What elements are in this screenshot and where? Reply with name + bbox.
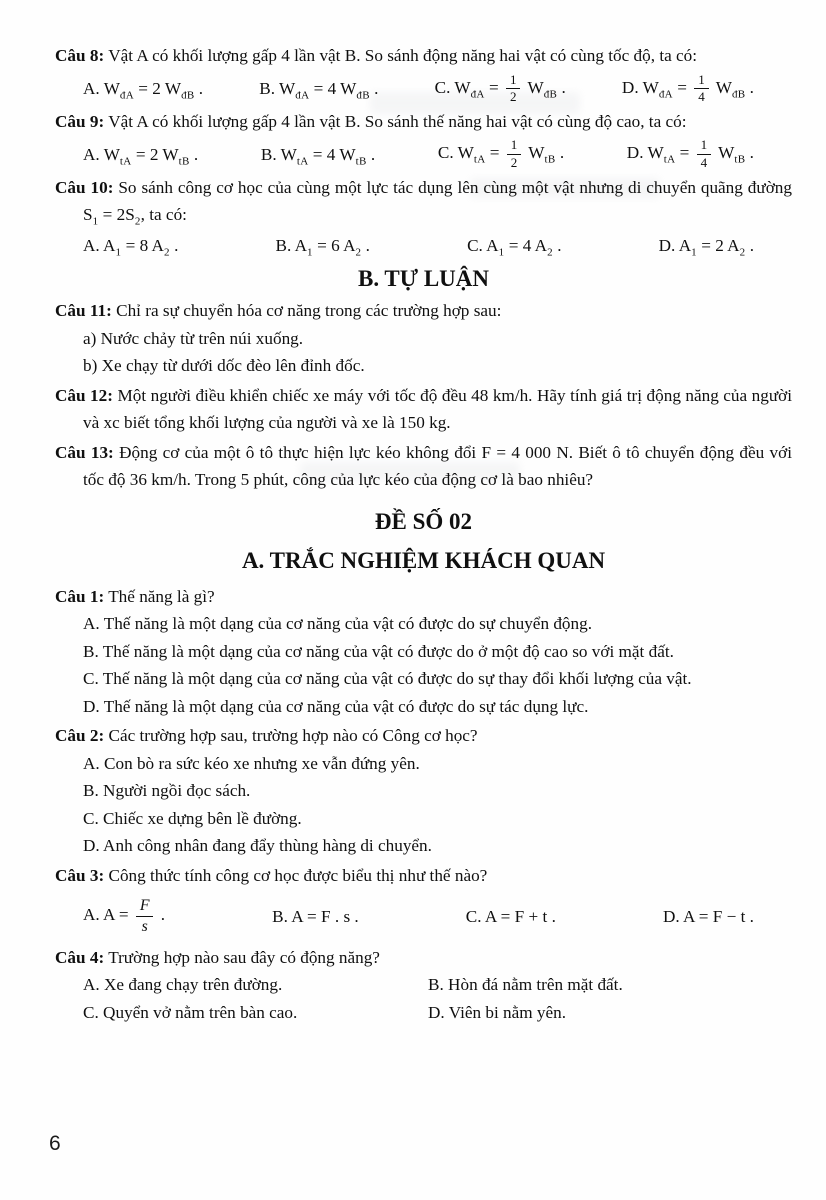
question-11-item-b: b) Xe chạy từ dưới dốc đèo lên đỉnh đốc.	[83, 356, 365, 376]
question-8-option-a: A. $W_{đA} = 2$ $W_{đB}$ .	[83, 78, 204, 102]
question-3-option-c: C. A = F + t .	[465, 906, 556, 926]
section-heading-tu-luan: B. TỰ LUẬN	[358, 266, 489, 292]
question-1	[55, 583, 792, 611]
question-13-text: Động cơ của một ô tô thực hiện lực kéo không đổi F = 4 000 N. Biết ô tô chuyển động đều với tốc độ 36 km/h. Trong 5 phút, công của lực kéo của động cơ là bao nhiêu?	[83, 442, 793, 490]
question-10-options	[83, 232, 754, 260]
question-3	[55, 862, 792, 890]
question-2-option-b: B. Người ngồi đọc sách.	[83, 781, 251, 801]
question-10-text: So sánh công cơ học của cùng một lực tác dụng lên cùng một vật nhưng di chuyển quãng đường $S_1 = 2S_2$, ta có:	[83, 177, 792, 228]
question-9-label: Câu 9:	[55, 111, 105, 131]
question-9-text: Vật A có khối lượng gấp 4 lần vật B. So sánh thế năng hai vật có cùng độ cao, ta có:	[108, 111, 687, 131]
question-12-label: Câu 12:	[55, 385, 113, 405]
question-1-option-b: B. Thế năng là một dạng của cơ năng của vật có được do ở một độ cao so với mặt đất.	[83, 641, 674, 661]
question-8	[55, 42, 792, 70]
question-2-option-a: A. Con bò ra sức kéo xe nhưng xe vẫn đứng yên.	[83, 753, 420, 773]
question-1-option-a: A. Thế năng là một dạng của cơ năng của vật có được do sự chuyển động.	[83, 614, 593, 634]
question-11-label: Câu 11:	[55, 301, 112, 321]
document-content	[55, 40, 792, 1026]
question-8-text: Vật A có khối lượng gấp 4 lần vật B. So sánh động năng hai vật có cùng tốc độ, ta có:	[108, 46, 698, 65]
question-13	[55, 439, 792, 494]
question-8-label: Câu 8:	[55, 46, 105, 65]
page-number: 6	[49, 1132, 61, 1155]
question-4-option-b: B. Hòn đá nằm trên mặt đất.	[428, 975, 623, 994]
question-1-label: Câu 1:	[55, 586, 105, 606]
question-10-option-c: C. $A_1 = 4$ $A_2$ .	[467, 235, 562, 258]
question-10-option-d: D. $A_1 = 2$ $A_2$ .	[658, 235, 754, 258]
question-9-option-c: C. $W_{tA}$ = $\frac{1}{2}$ $W_{tB}$ .	[437, 137, 565, 170]
question-2-label: Câu 2:	[55, 726, 105, 746]
question-10-option-b: B. $A_1 = 6$ $A_2$ .	[275, 235, 370, 258]
question-1-text: Thế năng là gì?	[108, 586, 215, 606]
question-4	[55, 944, 792, 972]
question-9-options	[83, 138, 754, 170]
question-1-option-d: D. Thế năng là một dạng của cơ năng của vật có được do sự tác dụng lực.	[83, 696, 589, 716]
question-4-option-d: D. Viên bi nằm yên.	[428, 1002, 567, 1022]
question-4-option-c: C. Quyển vở nằm trên bàn cao.	[83, 1002, 298, 1022]
question-8-option-d: D. $W_{đA}$ = $\frac{1}{4}$ $W_{đB}$ .	[621, 71, 754, 105]
question-11-item-a: a) Nước chảy từ trên núi xuống.	[83, 328, 304, 348]
question-3-option-a: A. A = $\frac{F}{s}$ .	[83, 897, 166, 935]
question-3-text: Công thức tính công cơ học được biểu thị như thế nào?	[108, 865, 488, 885]
question-13-label: Câu 13:	[55, 442, 114, 462]
question-12	[55, 382, 792, 437]
question-8-option-b: B. $W_{đA} = 4$ $W_{đB}$ .	[259, 78, 379, 102]
question-8-options	[83, 73, 754, 105]
question-9-option-a: A. $W_{tA} = 2$ $W_{tB}$ .	[83, 144, 199, 168]
question-4-options	[83, 971, 792, 1026]
question-8-option-c: C. $W_{đA}$ = $\frac{1}{2}$ $W_{đB}$ .	[434, 71, 566, 105]
question-3-options	[83, 897, 754, 935]
question-3-option-b: B. A = F . s .	[272, 906, 359, 926]
question-10-label: Câu 10:	[55, 177, 114, 197]
question-11	[55, 297, 792, 325]
question-12-text: Một người điều khiển chiếc xe máy với tốc độ đều 48 km/h. Hãy tính giá trị động năng của người và xc biết tổng khối lượng của người và xe là 150 kg.	[83, 385, 792, 433]
question-4-text: Trường hợp nào sau đây có động năng?	[108, 947, 380, 967]
question-10-option-a: A. $A_1 = 8$ $A_2$ .	[83, 235, 179, 258]
question-1-option-c: C. Thế năng là một dạng của cơ năng của vật có được do sự thay đổi khối lượng của vật.	[83, 669, 692, 689]
question-3-label: Câu 3:	[55, 865, 105, 885]
question-9-option-b: B. $W_{tA} = 4$ $W_{tB}$ .	[260, 144, 376, 168]
question-2	[55, 722, 792, 750]
question-9	[55, 108, 792, 136]
question-2-text: Các trường hợp sau, trường hợp nào có Công cơ học?	[108, 726, 478, 746]
question-11-text: Chỉ ra sự chuyển hóa cơ năng trong các trường hợp sau:	[116, 301, 502, 321]
question-9-option-d: D. $W_{tA}$ = $\frac{1}{4}$ $W_{tB}$ .	[626, 137, 754, 170]
exam-title-de-so-02: ĐỀ SỐ 02	[374, 508, 473, 534]
question-2-option-c: C. Chiếc xe dựng bên lề đường.	[83, 808, 302, 828]
question-4-label: Câu 4:	[55, 947, 105, 967]
section-heading-trac-nghiem: A. TRẮC NGHIỆM KHÁCH QUAN	[241, 547, 606, 573]
question-2-option-d: D. Anh công nhân đang đẩy thùng hàng di chuyển.	[83, 836, 432, 856]
question-3-option-d: D. A = F − t .	[662, 906, 754, 926]
question-4-option-a: A. Xe đang chạy trên đường.	[83, 975, 283, 994]
question-10	[55, 174, 792, 229]
